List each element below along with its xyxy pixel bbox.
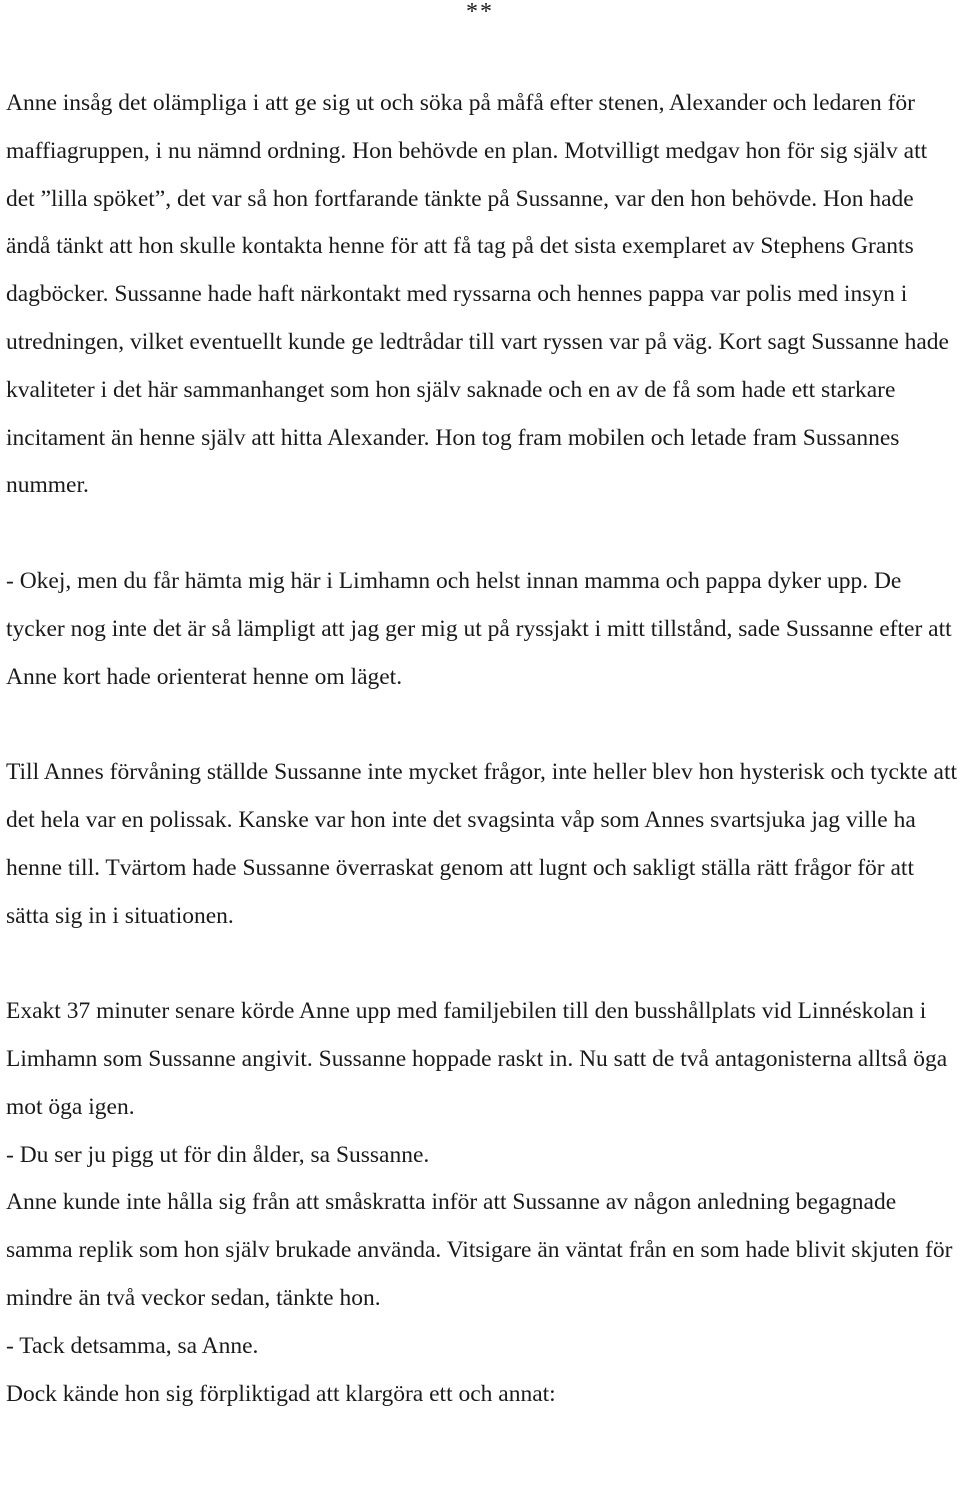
paragraph: Dock kände hon sig förpliktigad att klargöra ett och annat: xyxy=(6,1380,556,1407)
section-separator: ** xyxy=(466,0,494,25)
paragraph: - Okej, men du får hämta mig här i Limhamn och helst innan mamma och pappa dyker upp. De tycker nog inte det är så lämpligt att jag ger mig ut på ryssjakt i mitt tillstånd, sade Sussanne efter att Anne kort hade orienterat henne om läget. xyxy=(6,567,952,690)
paragraph-gap xyxy=(6,940,958,988)
paragraph: Anne insåg det olämpliga i att ge sig ut och söka på måfå efter stenen, Alexander och ledaren för maffiagruppen, i nu nämnd ordning. Hon behövde en plan. Motvilligt medgav hon för sig själv att det ”lilla spöket”, det var så hon fortfarande tänkte på Sussanne, var den hon behövde. Hon hade ändå tänkt att hon skulle kontakta henne för att få tag på det sista exemplaret av Stephens Grants dagböcker. Sussanne hade haft närkontakt med ryssarna och hennes pappa var polis med insyn i utredningen, vilket eventuellt kunde ge ledtrådar till vart ryssen var på väg. Kort sagt Sussanne hade kvaliteter i det här sammanhanget som hon själv saknade och en av de få som hade ett starkare incitament än henne själv att hitta Alexander. Hon tog fram mobilen och letade fram Sussannes nummer. xyxy=(6,90,949,499)
paragraph: Anne kunde inte hålla sig från att småskratta inför att Sussanne av någon anledning begagnade samma replik som hon själv brukade använda. Vitsigare än väntat från en som hade blivit skjuten för mindre än två veckor sedan, tänkte hon. xyxy=(6,1189,953,1311)
dialogue-line: - Du ser ju pigg ut för din ålder, sa Sussanne. xyxy=(6,1141,430,1168)
dialogue-line: - Tack detsamma, sa Anne. xyxy=(6,1332,259,1359)
paragraph-gap xyxy=(6,510,958,558)
paragraph-gap xyxy=(6,701,958,749)
paragraph: Exakt 37 minuter senare körde Anne upp med familjebilen till den busshållplats vid Linnéskolan i Limhamn som Sussanne angivit. Sussanne hoppade raskt in. Nu satt de två antagonisterna alltså öga mot öga igen. xyxy=(6,998,948,1120)
document-body xyxy=(6,80,958,1418)
paragraph: Till Annes förvåning ställde Sussanne inte mycket frågor, inte heller blev hon hysterisk och tyckte att det hela var en polissak. Kanske var hon inte det svagsinta våp som Annes svartsjuka jag ville ha henne till. Tvärtom hade Sussanne överraskat genom att lugnt och sakligt ställa rätt frågor för att sätta sig in i situationen. xyxy=(6,759,958,929)
